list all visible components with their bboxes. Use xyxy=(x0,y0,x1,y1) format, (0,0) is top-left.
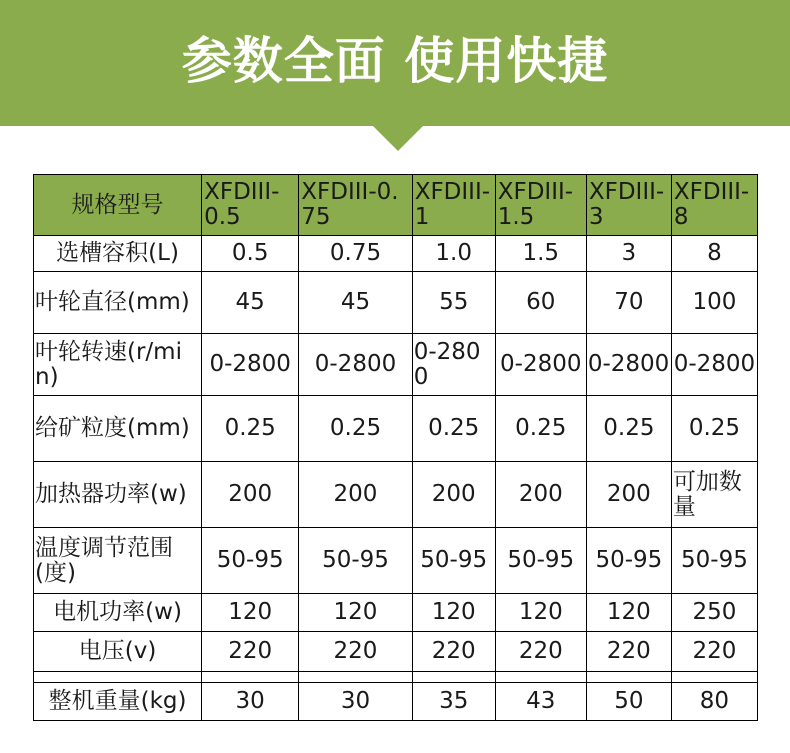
table-row xyxy=(34,594,758,632)
table-spacer-row xyxy=(34,672,758,683)
table-cell: 200 xyxy=(202,462,299,528)
table-row xyxy=(34,334,758,396)
table-cell: 50-95 xyxy=(299,528,412,594)
table-cell: 55 xyxy=(412,272,495,334)
row-label: 加热器功率(w) xyxy=(34,462,202,528)
table-cell: 200 xyxy=(495,462,586,528)
table-cell: 0-2800 xyxy=(586,334,671,396)
row-label: 给矿粒度(mm) xyxy=(34,396,202,462)
header-banner xyxy=(0,0,790,126)
table-cell: 0.75 xyxy=(299,236,412,272)
table-cell: 3 xyxy=(586,236,671,272)
header-model: XFDIII-1 xyxy=(412,175,495,236)
table-cell: 50-95 xyxy=(202,528,299,594)
row-label: 选槽容积(L) xyxy=(34,236,202,272)
table-cell: 43 xyxy=(495,683,586,721)
table-cell: 0.25 xyxy=(299,396,412,462)
table-cell: 220 xyxy=(495,632,586,672)
table-cell: 200 xyxy=(412,462,495,528)
table-cell: 0-2800 xyxy=(202,334,299,396)
table-cell: 50-95 xyxy=(495,528,586,594)
table-cell: 50-95 xyxy=(671,528,757,594)
table-cell: 250 xyxy=(671,594,757,632)
table-cell: 0.5 xyxy=(202,236,299,272)
table-cell: 0.25 xyxy=(412,396,495,462)
table-cell: 50-95 xyxy=(586,528,671,594)
table-row xyxy=(34,236,758,272)
header-model: XFDIII-3 xyxy=(586,175,671,236)
table-cell: 120 xyxy=(202,594,299,632)
table-cell: 30 xyxy=(202,683,299,721)
table-cell: 100 xyxy=(671,272,757,334)
header-model: XFDIII-0.75 xyxy=(299,175,412,236)
spec-table xyxy=(33,174,758,721)
table-cell: 220 xyxy=(412,632,495,672)
table-row xyxy=(34,632,758,672)
table-cell: 200 xyxy=(586,462,671,528)
header-model: XFDIII-1.5 xyxy=(495,175,586,236)
header-model: XFDIII-8 xyxy=(671,175,757,236)
table-cell: 220 xyxy=(586,632,671,672)
table-cell: 0-2800 xyxy=(495,334,586,396)
table-cell: 120 xyxy=(412,594,495,632)
table-row xyxy=(34,683,758,721)
table-cell: 220 xyxy=(299,632,412,672)
table-cell: 8 xyxy=(671,236,757,272)
row-label: 叶轮直径(mm) xyxy=(34,272,202,334)
table-cell: 45 xyxy=(299,272,412,334)
table-cell: 220 xyxy=(671,632,757,672)
table-cell: 70 xyxy=(586,272,671,334)
table-cell: 0.25 xyxy=(671,396,757,462)
table-cell: 0.25 xyxy=(495,396,586,462)
table-cell: 35 xyxy=(412,683,495,721)
row-label: 电压(v) xyxy=(34,632,202,672)
table-cell: 120 xyxy=(299,594,412,632)
table-cell: 220 xyxy=(202,632,299,672)
table-row xyxy=(34,462,758,528)
table-header-row xyxy=(34,175,758,236)
table-row xyxy=(34,396,758,462)
row-label: 电机功率(w) xyxy=(34,594,202,632)
table-row xyxy=(34,528,758,594)
row-label: 整机重量(kg) xyxy=(34,683,202,721)
table-cell: 1.5 xyxy=(495,236,586,272)
table-cell: 0-2800 xyxy=(412,334,495,396)
header-model: XFDIII-0.5 xyxy=(202,175,299,236)
table-cell: 0-2800 xyxy=(299,334,412,396)
row-label: 叶轮转速(r/min) xyxy=(34,334,202,396)
table-cell: 0.25 xyxy=(202,396,299,462)
table-cell: 可加数量 xyxy=(671,462,757,528)
table-cell: 60 xyxy=(495,272,586,334)
table-row xyxy=(34,272,758,334)
banner-arrow-pointer xyxy=(372,125,424,151)
row-label: 温度调节范围(度) xyxy=(34,528,202,594)
header-label: 规格型号 xyxy=(34,175,202,236)
banner-title: 参数全面 使用快捷 xyxy=(181,32,609,90)
table-cell: 45 xyxy=(202,272,299,334)
table-cell: 120 xyxy=(586,594,671,632)
table-cell: 0-2800 xyxy=(671,334,757,396)
table-cell: 30 xyxy=(299,683,412,721)
table-cell: 50-95 xyxy=(412,528,495,594)
table-cell: 0.25 xyxy=(586,396,671,462)
table-cell: 120 xyxy=(495,594,586,632)
table-cell: 1.0 xyxy=(412,236,495,272)
table-cell: 200 xyxy=(299,462,412,528)
table-cell: 80 xyxy=(671,683,757,721)
table-cell: 50 xyxy=(586,683,671,721)
